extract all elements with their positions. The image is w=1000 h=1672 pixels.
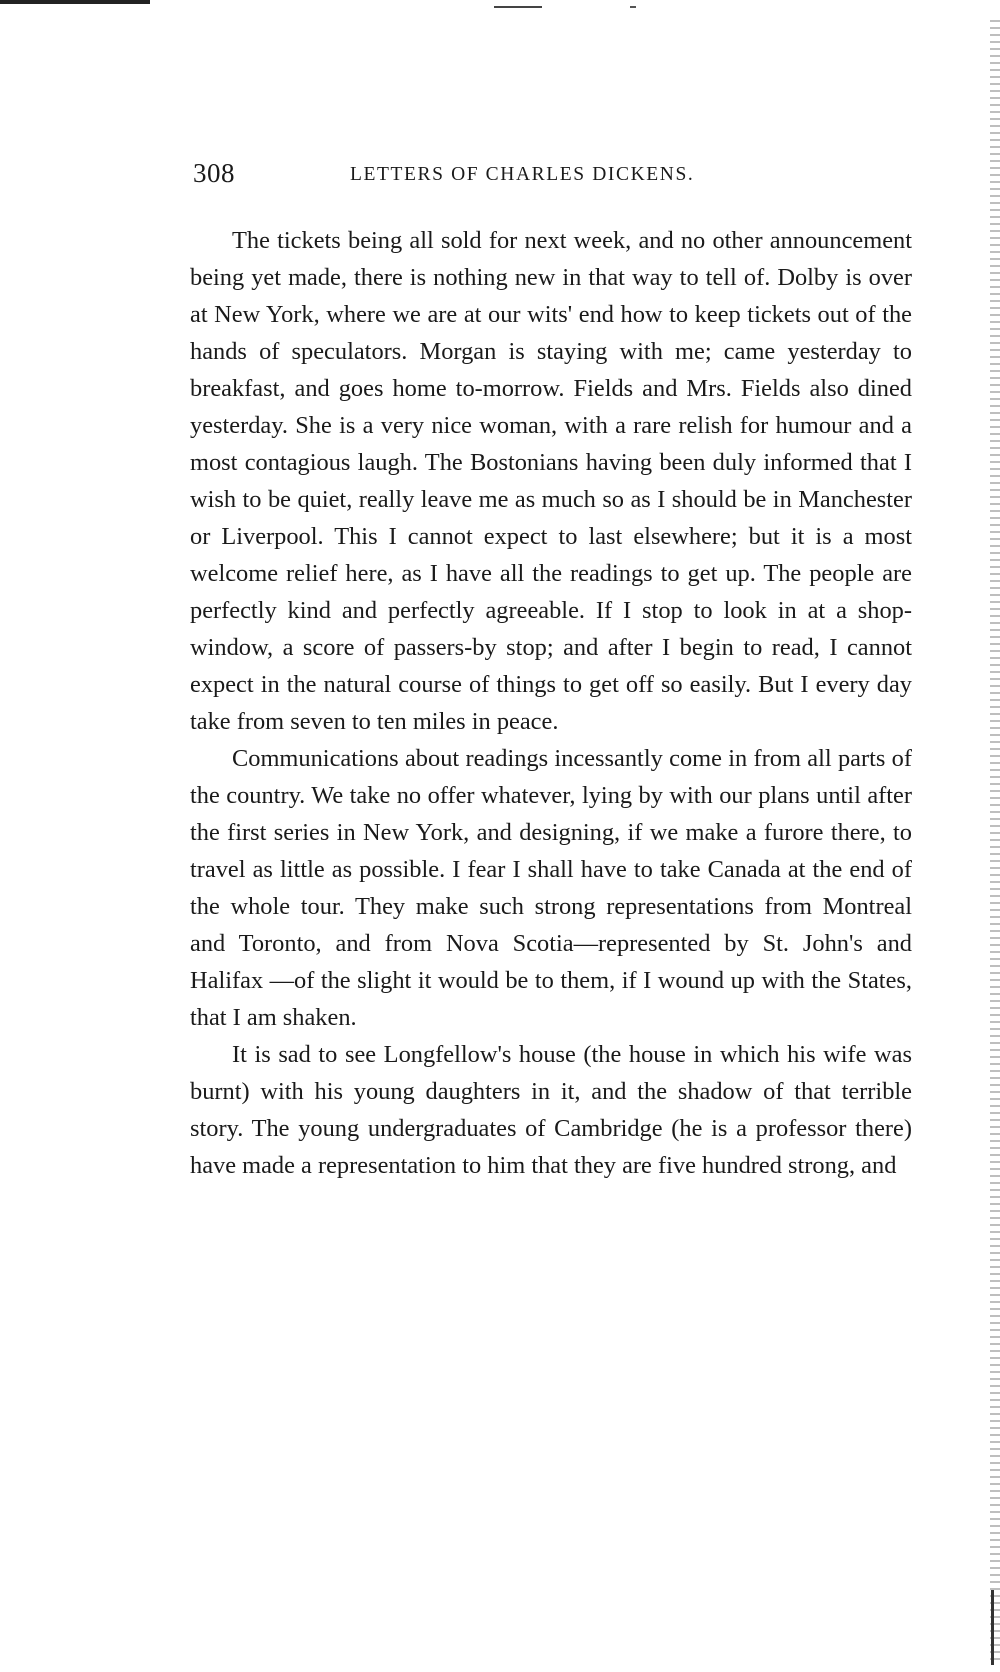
paragraph: It is sad to see Longfellow's house (the house in which his wife was burnt) with his young daughters in it, and the shadow of that terrible story. The young undergraduates of Cambridge (he is a professor there) have made a representation to him that they are five hundred strong, and <box>190 1041 912 1179</box>
page-gutter-edge <box>991 1590 994 1665</box>
body-text <box>190 222 912 1184</box>
page-gutter-edge <box>990 20 1000 1660</box>
scan-edge-mark <box>630 6 636 8</box>
paragraph: Communications about readings incessantly come in from all parts of the country. We take no offer whatever, lying by with our plans until after the first series in New York, and designing, if we make a furore there, to travel as little as possible. I fear I shall have to take Canada at the end of the whole tour. They make such strong representations from Montreal and Toronto, and from Nova Scotia—represented by St. John's and Halifax —of the slight it would be to them, if I wound up with the States, that I am shaken. <box>190 745 912 1031</box>
scan-edge-mark <box>494 6 542 8</box>
paragraph: The tickets being all sold for next week, and no other announcement being yet made, there is nothing new in that way to tell of. Dolby is over at New York, where we are at our wits' end how to keep tickets out of the hands of speculators. Morgan is staying with me; came yesterday to breakfast, and goes home to-morrow. Fields and Mrs. Fields also dined yesterday. She is a very nice woman, with a rare relish for humour and a most contagious laugh. The Bostonians having been duly informed that I wish to be quiet, really leave me as much so as I should be in Manchester or Liverpool. This I cannot expect to last elsewhere; but it is a most welcome relief here, as I have all the readings to get up. The people are perfectly kind and perfectly agreeable. If I stop to look in at a shop-window, a score of passers-by stop; and after I begin to read, I cannot expect in the natural course of things to get off so easily. But I every day take from seven to ten miles in peace. <box>190 227 912 735</box>
page-header <box>193 158 913 198</box>
running-head: LETTERS OF CHARLES DICKENS. <box>350 164 695 185</box>
page-number: 308 <box>193 158 235 188</box>
scan-edge-mark <box>0 0 150 4</box>
